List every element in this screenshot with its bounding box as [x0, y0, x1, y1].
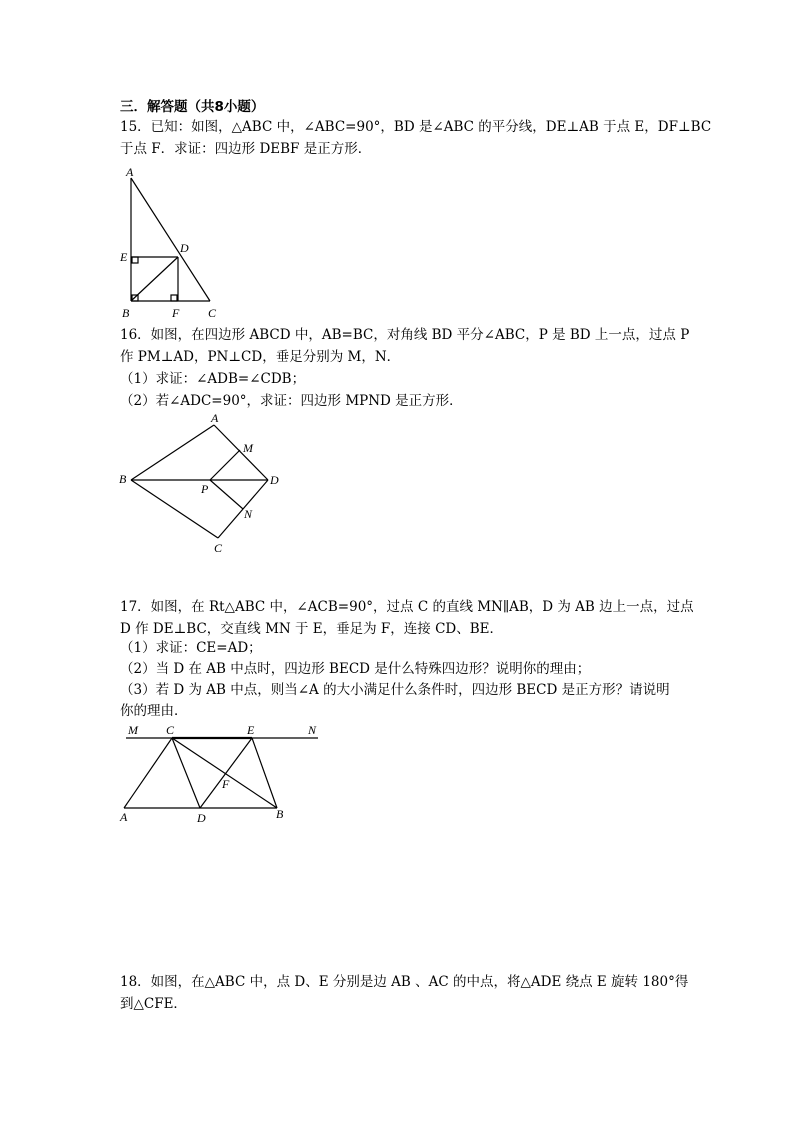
q17-label-D: D	[197, 811, 206, 825]
q16-label-A: A	[211, 411, 219, 425]
q15-label-B: B	[122, 306, 130, 320]
q16-label-N: N	[244, 507, 253, 521]
q15-label-D: D	[180, 241, 189, 255]
q17-segment-EB	[252, 738, 277, 808]
q15-right-angle-E	[132, 257, 138, 263]
q15-label-E: E	[120, 250, 128, 264]
q17-text-line6: 你的理由．	[120, 703, 188, 719]
q17-segment-CB	[172, 738, 277, 808]
q16-label-B: B	[119, 472, 127, 486]
q17-text-line5: （3）若 D 为 AB 中点，则当∠A 的大小满足什么条件时，四边形 BECD 是正方形？请说明	[120, 682, 670, 698]
q16-text-line3: （1）求证：∠ADB=∠CDB；	[120, 371, 306, 387]
q18-text-line2: 到△CFE．	[120, 996, 187, 1012]
q15-label-A: A	[126, 165, 134, 179]
q17-label-F: F	[222, 777, 230, 791]
q15-segment-BD	[131, 257, 178, 301]
q15-text-line1: 15．已知：如图，△ABC 中，∠ABC=90°，BD 是∠ABC 的平分线，DE⊥AB 于点 E，DF⊥BC	[120, 119, 712, 135]
q16-label-M: M	[243, 441, 253, 455]
q17-text-line2: D 作 DE⊥BC，交直线 MN 于 E，垂足为 F，连接 CD、BE．	[120, 621, 504, 637]
q17-label-C: C	[166, 723, 175, 737]
q17-text-line3: （1）求证：CE=AD；	[120, 640, 262, 656]
q17-label-A: A	[120, 810, 128, 824]
q17-figure	[110, 720, 330, 830]
q16-segment-BA	[131, 425, 214, 480]
q16-text-line4: （2）若∠ADC=90°，求证：四边形 MPND 是正方形．	[120, 393, 463, 409]
q17-segment-DE	[200, 738, 252, 808]
q17-label-N: N	[308, 723, 317, 737]
q16-segment-AD	[214, 425, 268, 480]
q17-segment-AC	[124, 738, 172, 808]
q16-label-C: C	[214, 541, 223, 555]
q16-segment-PN	[210, 480, 243, 509]
q17-label-M: M	[128, 723, 138, 737]
q17-text-line4: （2）当 D 在 AB 中点时，四边形 BECD 是什么特殊四边形？说明你的理由；	[120, 661, 591, 677]
q18-text-line1: 18．如图，在△ABC 中，点 D、E 分别是边 AB 、AC 的中点，将△ADE 绕点 E 旋转 180°得	[120, 974, 689, 990]
q17-segment-CD	[172, 738, 200, 808]
q16-figure	[110, 410, 290, 555]
q15-label-F: F	[172, 306, 180, 320]
q15-right-angle-F	[171, 295, 177, 301]
section-title: 三．解答题（共8小题）	[120, 99, 265, 115]
q16-text-line1: 16．如图，在四边形 ABCD 中，AB=BC，对角线 BD 平分∠ABC，P 是 BD 上一点，过点 P	[120, 327, 690, 343]
q16-segment-PM	[210, 450, 240, 480]
q16-label-P: P	[201, 482, 209, 496]
q17-text-line1: 17．如图，在 Rt△ABC 中，∠ACB=90°，过点 C 的直线 MN∥AB，D 为 AB 边上一点，过点	[120, 599, 694, 615]
q15-figure	[110, 160, 230, 325]
q17-label-E: E	[247, 723, 255, 737]
q15-segment-AC	[131, 178, 210, 301]
q15-label-C: C	[208, 306, 217, 320]
q17-label-B: B	[276, 807, 284, 821]
q15-text-line2: 于点 F．求证：四边形 DEBF 是正方形．	[120, 141, 372, 157]
q16-text-line2: 作 PM⊥AD，PN⊥CD，垂足分别为 M，N．	[120, 349, 401, 365]
q16-label-D: D	[270, 473, 279, 487]
